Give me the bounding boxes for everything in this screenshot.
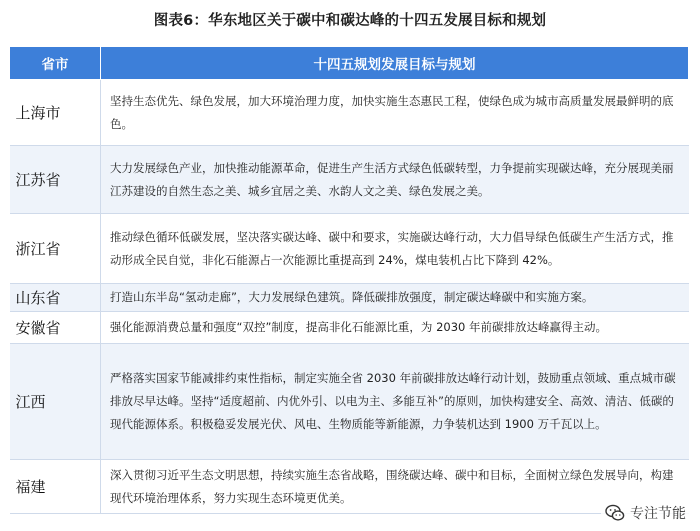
wechat-watermark (601, 501, 690, 525)
goal-cell: 大力发展绿色产业，加快推动能源革命，促进生产生活方式绿色低碳转型，力争提前实现碳达峰，充分展现美丽江苏建设的自然生态之美、城乡宜居之美、水韵人文之美、绿色发展之美。 (101, 146, 689, 214)
province-cell: 浙江省 (10, 214, 101, 284)
goals-table (9, 46, 689, 514)
goal-cell: 深入贯彻习近平生态文明思想，持续实施生态省战略，围绕碳达峰、碳中和目标，全面树立绿色发展导向，构建现代环境治理体系，努力实现生态环境更优美。 (101, 460, 689, 514)
header-goals: 十四五规划发展目标与规划 (101, 47, 689, 80)
wechat-icon (605, 503, 625, 523)
province-cell: 江苏省 (10, 146, 101, 214)
table-row (10, 284, 689, 312)
page-title: 图表6：华东地区关于碳中和碳达峰的十四五发展目标和规划 (153, 13, 547, 29)
province-cell: 江西 (10, 344, 101, 460)
table-row (10, 214, 689, 284)
province-cell: 山东省 (10, 284, 101, 312)
goal-cell: 推动绿色循环低碳发展，坚决落实碳达峰、碳中和要求，实施碳达峰行动，大力倡导绿色低碳生产生活方式，推动形成全民自觉，非化石能源占一次能源比重提高到 24%，煤电装机占比下降到 42%。 (101, 214, 689, 284)
watermark-text: 专注节能 (630, 506, 686, 522)
goal-cell: 坚持生态优先、绿色发展，加大环境治理力度，加快实施生态惠民工程，使绿色成为城市高质量发展最鲜明的底色。 (101, 80, 689, 146)
header-province: 省市 (10, 47, 101, 80)
province-cell: 福建 (10, 460, 101, 514)
table-header-row (10, 47, 689, 80)
province-cell: 安徽省 (10, 312, 101, 344)
goal-cell: 严格落实国家节能减排约束性指标，制定实施全省 2030 年前碳排放达峰行动计划，鼓励重点领域、重点城市碳排放尽早达峰。坚持“适度超前、内优外引、以电为主、多能互补”的原则，加快构建安全、高效、清洁、低碳的现代能源体系。积极稳妥发展光伏、风电、生物质能等新能源，力争装机达到 1900 万千瓦以上。 (101, 344, 689, 460)
table-row (10, 344, 689, 460)
table-row (10, 80, 689, 146)
goal-cell: 强化能源消费总量和强度“双控”制度，提高非化石能源比重，为 2030 年前碳排放达峰赢得主动。 (101, 312, 689, 344)
province-cell: 上海市 (10, 80, 101, 146)
goal-cell: 打造山东半岛“氢动走廊”，大力发展绿色建筑。降低碳排放强度，制定碳达峰碳中和实施方案。 (101, 284, 689, 312)
table-row (10, 460, 689, 514)
table-row (10, 146, 689, 214)
table-row (10, 312, 689, 344)
